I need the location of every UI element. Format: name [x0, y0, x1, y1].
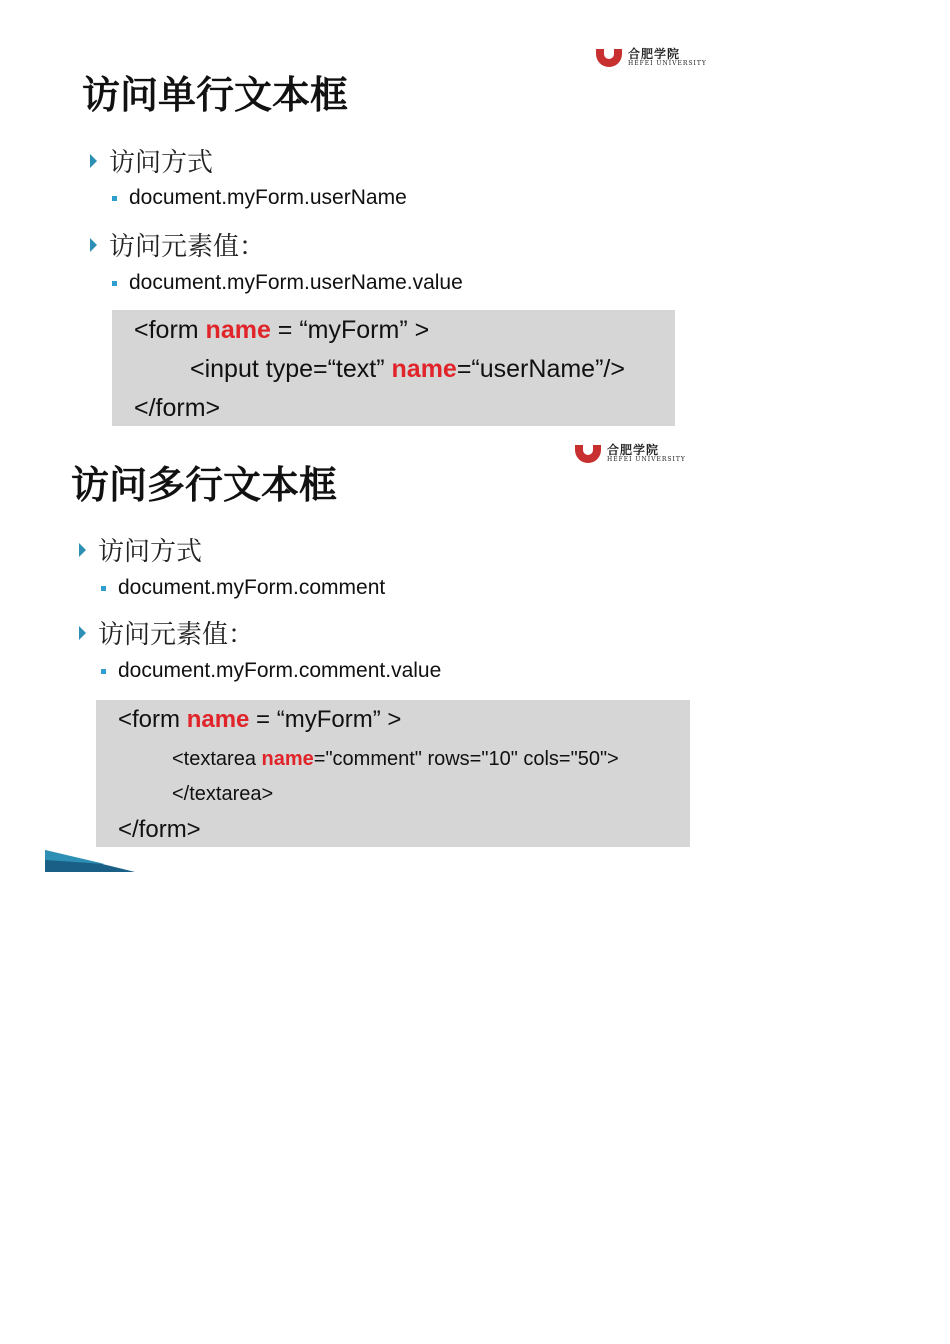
code-line	[118, 706, 401, 734]
code-text: <textarea	[172, 748, 262, 770]
code-text: = “myForm” >	[270, 316, 430, 344]
code-keyword: name	[205, 316, 271, 344]
sub-bullet-text: document.myForm.comment.value	[118, 659, 442, 682]
code-line	[190, 355, 625, 384]
bullet-element-value	[90, 226, 265, 263]
code-text: </form>	[134, 394, 221, 422]
square-bullet-icon	[112, 196, 117, 201]
sub-bullet	[112, 186, 407, 210]
code-keyword: name	[261, 748, 314, 770]
code-text: =“userName”/>	[456, 355, 625, 383]
code-line	[134, 394, 220, 423]
logo-cn-text: 合肥学院	[607, 443, 660, 457]
sub-bullet-text: document.myForm.userName	[129, 186, 407, 209]
sub-bullet-text: document.myForm.userName.value	[129, 271, 463, 294]
code-line	[134, 316, 429, 345]
slide-multi-line-textbox	[45, 438, 745, 874]
code-text: <form	[118, 706, 187, 733]
bullet-label: 访问元素值：	[98, 620, 255, 650]
triangle-bullet-icon	[90, 154, 97, 168]
triangle-bullet-icon	[90, 238, 97, 252]
sub-bullet-text: document.myForm.comment	[118, 576, 386, 599]
logo-en-text: HEFEI UNIVERSITY	[607, 456, 686, 463]
code-text: </textarea>	[172, 783, 274, 805]
sub-bullet	[112, 271, 463, 295]
bullet-access-method	[79, 531, 202, 568]
bullet-label: 访问方式	[98, 537, 203, 567]
sub-bullet	[101, 659, 441, 683]
logo-cn-text: 合肥学院	[628, 47, 681, 61]
square-bullet-icon	[101, 669, 106, 674]
university-logo	[575, 444, 686, 464]
sub-bullet	[101, 576, 385, 600]
code-line	[118, 816, 201, 844]
triangle-bullet-icon	[79, 626, 86, 640]
code-line	[172, 783, 273, 806]
logo-u-icon	[596, 49, 622, 67]
slide-single-line-textbox	[60, 30, 740, 440]
code-text: = “myForm” >	[249, 706, 402, 733]
triangle-bullet-icon	[79, 543, 86, 557]
code-line	[172, 748, 619, 771]
bullet-element-value	[79, 614, 254, 651]
decorative-ribbon	[45, 850, 135, 872]
slide-title: 访问多行文本框	[71, 463, 338, 507]
code-keyword: name	[186, 706, 250, 733]
logo-u-icon	[575, 445, 601, 463]
bullet-label: 访问方式	[109, 148, 214, 178]
slide-title: 访问单行文本框	[82, 73, 349, 117]
square-bullet-icon	[101, 586, 106, 591]
code-text: <form	[134, 316, 206, 344]
code-keyword: name	[391, 355, 457, 383]
bullet-access-method	[90, 142, 213, 179]
square-bullet-icon	[112, 281, 117, 286]
bullet-label: 访问元素值：	[109, 232, 266, 262]
code-block	[96, 700, 690, 847]
code-text: ="comment" rows="10" cols="50">	[313, 748, 619, 770]
logo-en-text: HEFEI UNIVERSITY	[628, 60, 707, 67]
code-text: </form>	[118, 816, 201, 843]
code-block	[112, 310, 675, 426]
code-text: <input type=“text”	[190, 355, 392, 383]
university-logo	[596, 48, 707, 68]
